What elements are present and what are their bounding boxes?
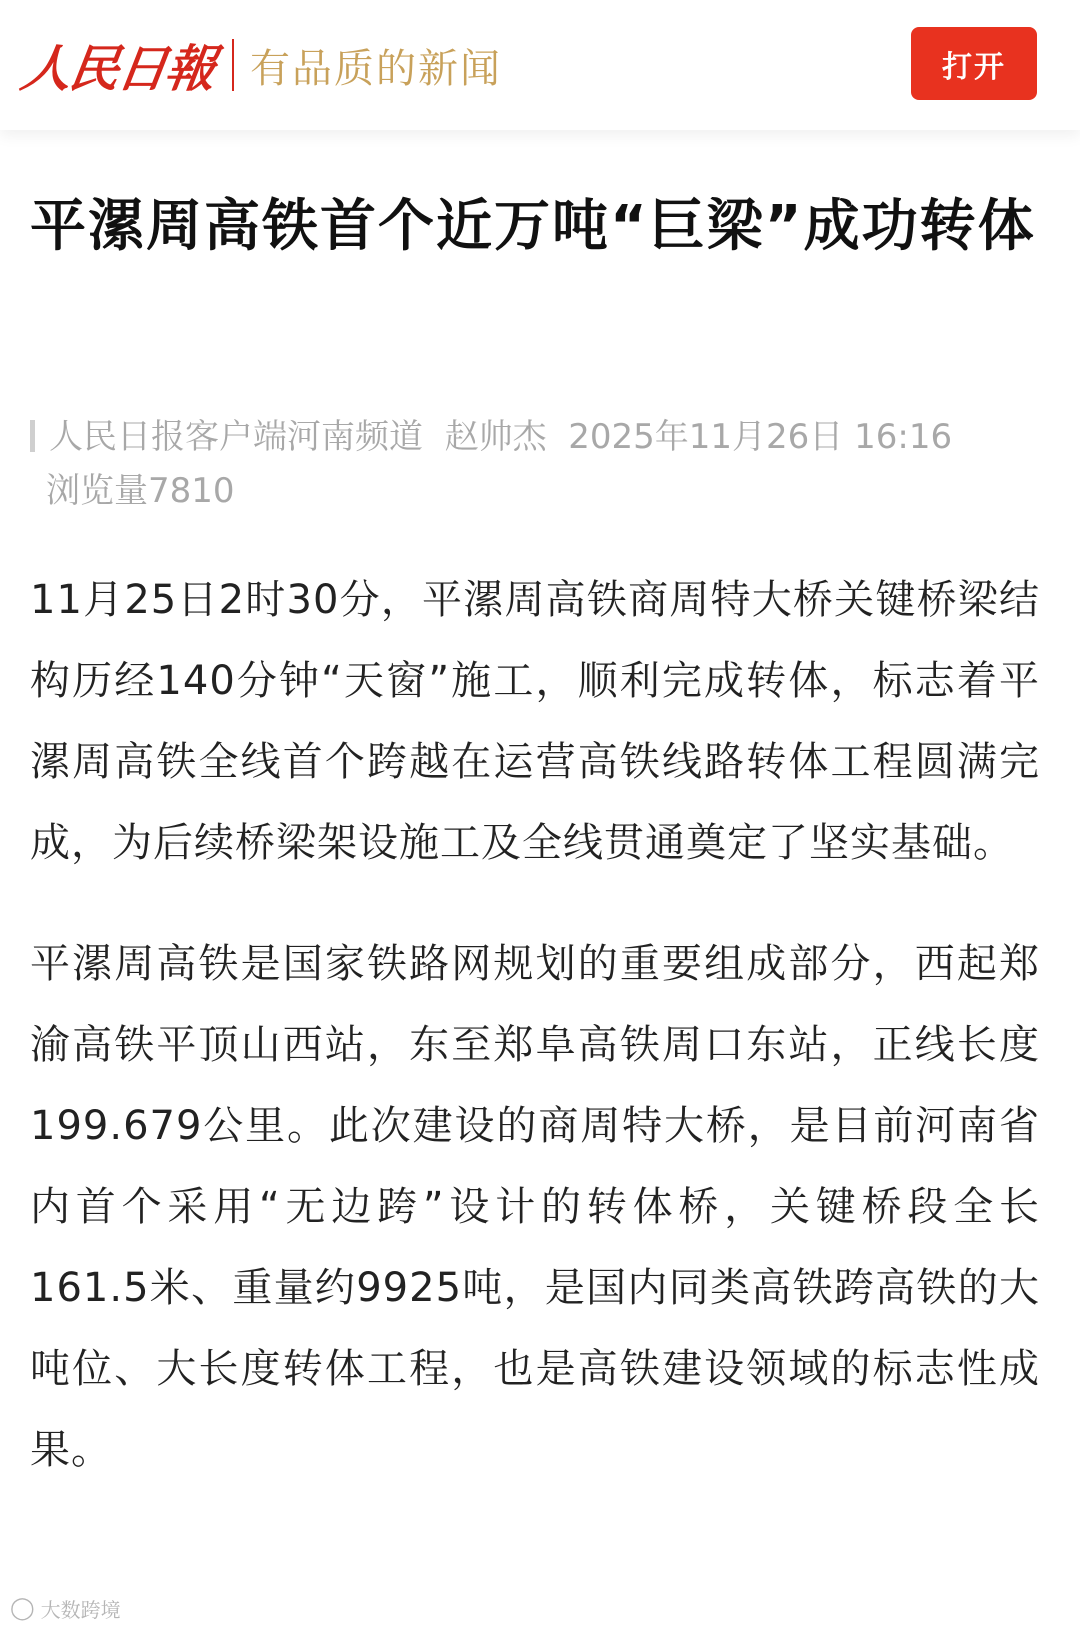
logo-slogan: 有品质的新闻: [250, 45, 502, 92]
brand-logo[interactable]: [17, 30, 502, 100]
article-author: 赵帅杰: [444, 417, 547, 457]
article-paragraph: 平漯周高铁是国家铁路网规划的重要组成部分，西起郑渝高铁平顶山西站，东至郑阜高铁周口东站，正线长度199.679公里。此次建设的商周特大桥，是目前河南省内首个采用“无边跨”设计的转体桥，关键桥段全长161.5米、重量约9925吨，是国内同类高铁跨高铁的大吨位、大长度转体工程，也是高铁建设领域的标志性成果。: [30, 941, 1040, 1473]
watermark: [10, 1594, 121, 1623]
pacifier-logo-icon: ◯: [10, 1596, 35, 1621]
logo-divider: [232, 39, 234, 91]
article-datetime: 2025年11月26日 16:16: [568, 417, 953, 457]
article-paragraph: 11月25日2时30分，平漯周高铁商周特大桥关键桥梁结构历经140分钟“天窗”施工，顺利完成转体，标志着平漯周高铁全线首个跨越在运营高铁线路转体工程圆满完成，为后续桥梁架设施工及全线贯通奠定了坚实基础。: [30, 577, 1040, 866]
article-title: 平漯周高铁首个近万吨“巨梁”成功转体: [30, 194, 1036, 259]
app-header: [0, 0, 1080, 130]
article-views: 浏览量7810: [46, 471, 235, 511]
article-body: [30, 560, 1040, 1531]
article-source[interactable]: 人民日报客户端河南频道: [49, 417, 423, 457]
watermark-text: 大数跨境: [40, 1598, 121, 1622]
meta-accent-bar: [30, 420, 35, 452]
logo-wordmark: 人民日報: [17, 39, 218, 98]
article-meta: [30, 410, 1030, 518]
meta-line: [30, 410, 1030, 464]
open-app-button[interactable]: 打开: [911, 27, 1037, 100]
